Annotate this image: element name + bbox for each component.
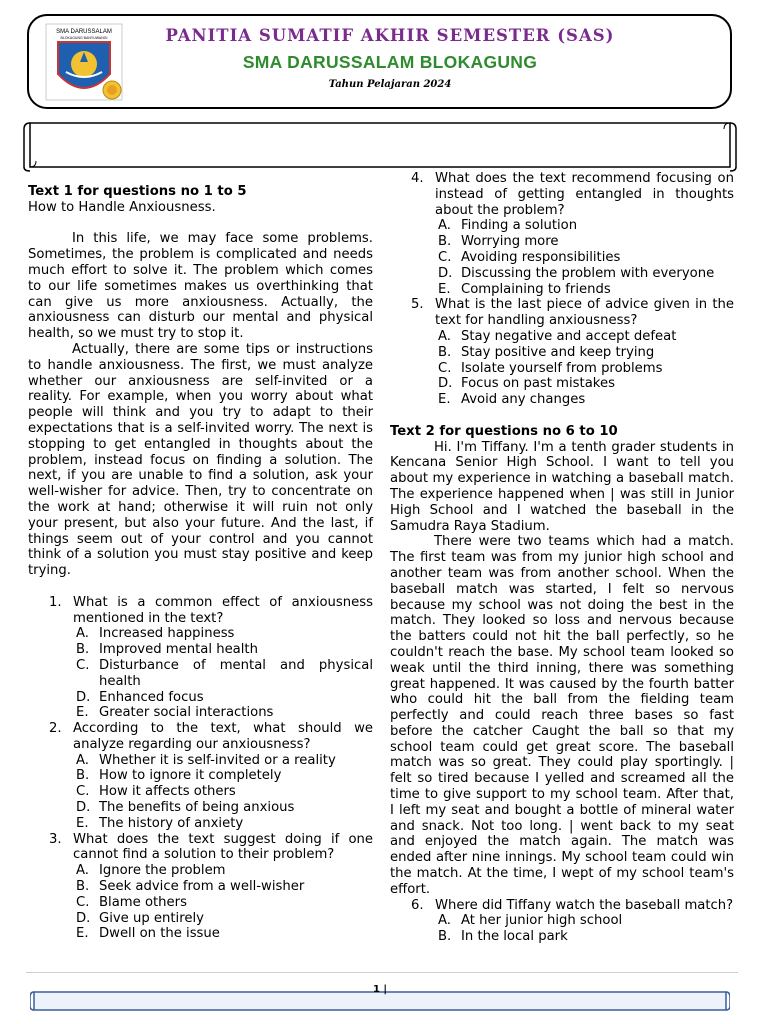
page-number: 1 |: [372, 984, 388, 995]
school-logo: [44, 22, 130, 108]
text1-heading: Text 1 for questions no 1 to 5: [28, 184, 247, 199]
answer-option: A. At her junior high school: [438, 913, 623, 929]
answer-option: C. How it affects others: [76, 784, 236, 800]
answer-option: A. Finding a solution: [438, 218, 578, 234]
answer-option: C. Avoiding responsibilities: [438, 249, 621, 265]
question-block: [390, 171, 734, 297]
question-block: [28, 832, 373, 943]
answer-option: D. Focus on past mistakes: [438, 376, 615, 392]
question-text: 3. What does the text suggest doing if one cannot find a solution to their problem?: [49, 831, 373, 863]
svg-text:BLOKAGUNG BANYUWANGI: BLOKAGUNG BANYUWANGI: [60, 36, 108, 40]
question-text: 2. According to the text, what should we analyze regarding our anxiousness?: [49, 721, 373, 752]
answer-option: B. How to ignore it completely: [76, 768, 282, 784]
answer-option: A. Stay negative and accept defeat: [438, 328, 677, 344]
answer-option: D. The benefits of being anxious: [76, 800, 295, 816]
answer-option: E. Greater social interactions: [76, 705, 274, 721]
left-column: [28, 184, 373, 942]
question-block: [28, 595, 373, 721]
right-column: [390, 171, 734, 945]
answer-option: E. Avoid any changes: [438, 392, 586, 408]
answer-option: D. Enhanced focus: [76, 689, 204, 705]
question-text: 5. What is the last piece of advice given in the text for handling anxiousness?: [411, 297, 734, 329]
answer-option: B. Improved mental health: [76, 642, 258, 658]
answer-option: C. Disturbance of mental and physical health: [76, 657, 373, 689]
academic-year: Tahun Pelajaran 2024: [328, 79, 452, 90]
question-block: [390, 898, 734, 945]
answer-option: B. Worrying more: [438, 234, 559, 250]
text1-paragraph: Actually, there are some tips or instructions to handle anxiousness. The first, we must analyze whether our anxiousness are self-invited or a reality. For example, when you worry about what people will think and you try to adapt to their expectations that is a self-invited worry. The next is stopping to get entangled in thoughts about the problem, instead focus on finding a solution. The next, if you are unable to find a solution, ask your well-wisher for advice. Then, try to concentrate on the work at hand; otherwise it will ruin not only your present, but also your future. And the last, if things seem out of your control and you cannot think of a solution you must stay positive and keep trying.: [28, 341, 373, 579]
question-text: 6. Where did Tiffany watch the baseball match?: [411, 897, 734, 913]
question-text: 1. What is a common effect of anxiousness mentioned in the text?: [49, 594, 373, 626]
text2-paragraph: Hi. I'm Tiffany. I'm a tenth grader students in Kencana Senior High School. I want to tell you about my experience in watching a baseball match. The experience happened when | was still in Junior High School and I watched the baseball in the Samudra Raya Stadium.: [390, 439, 734, 534]
scroll-banner: [22, 117, 738, 173]
footer-divider: [26, 972, 738, 973]
answer-option: D. Give up entirely: [76, 910, 204, 926]
answer-option: E. Dwell on the issue: [76, 926, 220, 942]
answer-option: A. Ignore the problem: [76, 863, 226, 879]
svg-text:SMA DARUSSALAM: SMA DARUSSALAM: [56, 29, 112, 35]
question-block: [390, 297, 734, 408]
question-block: [28, 721, 373, 832]
answer-option: C. Blame others: [76, 894, 187, 910]
question-text: 4. What does the text recommend focusing on instead of getting entangled in thoughts about the problem?: [411, 171, 734, 218]
answer-option: A. Increased happiness: [76, 626, 235, 642]
text2-heading: Text 2 for questions no 6 to 10: [390, 423, 618, 439]
answer-option: A. Whether it is self-invited or a reality: [76, 752, 336, 768]
answer-option: D. Discussing the problem with everyone: [438, 265, 715, 281]
answer-option: E. Complaining to friends: [438, 281, 611, 297]
answer-option: B. In the local park: [438, 929, 568, 945]
answer-option: E. The history of anxiety: [76, 815, 244, 831]
answer-option: B. Stay positive and keep trying: [438, 344, 655, 360]
answer-option: C. Isolate yourself from problems: [438, 360, 663, 376]
text1-title: How to Handle Anxiousness.: [28, 199, 216, 215]
school-name: SMA DARUSSALAM BLOKAGUNG: [242, 52, 538, 72]
committee-title: PANITIA SUMATIF AKHIR SEMESTER (SAS): [165, 26, 615, 45]
answer-option: B. Seek advice from a well-wisher: [76, 879, 305, 895]
text2-paragraph: There were two teams which had a match. The first team was from my junior high school and another team was from another school. When the baseball match was started, I felt so nervous because my school was not doing the best in the match. They looked so loss and nervous because the batters could not hit the ball perfectly, so he couldn't reach the base. My school team looked so weak until the third inning, there was something great happened. It was caused by the fourth batter who could hit the ball from the fielding team perfectly and could reach three bases so fast before the catcher Caught the ball so that my school team could get great score. The baseball match was so great. They could play sportingly. | felt so tired because I yelled and screamed all the time to give support to my school team. After that, I left my seat and bought a bottle of mineral water and snack. Not too long. | went back to my seat and enjoyed the match again. The match was ended after nine innings. My school team could win the match. At the time, I wept of my school team's effort.: [390, 534, 734, 897]
text1-paragraph: In this life, we may face some problems. Sometimes, the problem is complicated and needs much effort to solve it. The problem which comes to our life sometimes makes us overthinking that can give us more anxiousness. Actually, the anxiousness can disturb our mental and physical health, so we must try to stop it.: [28, 231, 373, 342]
